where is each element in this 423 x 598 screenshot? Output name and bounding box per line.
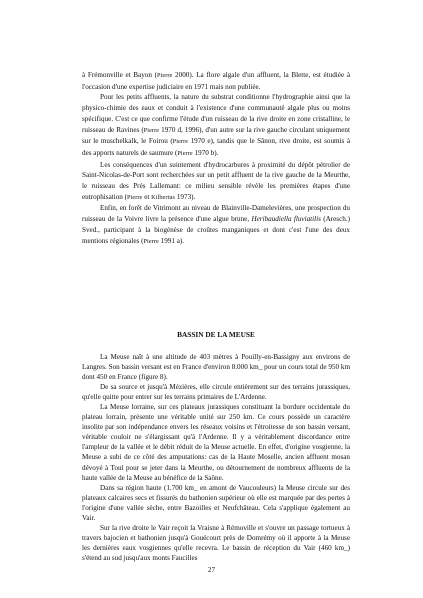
paragraph-meuse-source: La Meuse naît à une altitude de 403 mètres à Pouilly-en-Bassigny aux environs de Langres. Son bassin versant est en France d'environ 8.000 km_ pour un cours total de 950 km dont 450 en France (figure 8). xyxy=(82,353,350,382)
paragraph-meuse-lorraine: La Meuse lorraine, sur ces plateaux jurassiques constituant la bordure occidentale du plateau lorrain, présente une véritable unité sur 250 km. Ce cours possède un caractère insolite par son indépendance envers les réseaux voisins et l'étroitesse de son bassin versant, véritable couloir ne s'élargissant qu'à l'Ardenne. Il y a véritablement discordance entre l'ampleur de la vallée et le débit réduit de la Meuse actuelle. En effet, d'origine vosgienne, la Meuse a subi de ce côté des amputations: cas de la Haute Moselle, ancien affluent mosan dévoyé à Toul pour se jeter dans la Meurthe, ou détournement de nombreux affluents de la haute vallée de la Meuse au bénéfice de la Saône. xyxy=(82,403,350,482)
paragraph-petits-affluents: Pour les petits affluents, la nature du substrat conditionne l'hydrographie ainsi que la physico-chimie des eaux et conduit à l'existence d'une communauté algale plus ou moins spécifique. C'est ce que confirme l'étude d'un ruisseau de la rive droite en zone cristalline, le ruisseau de Ravines (Pierre 1970 d, 1996), d'un autre sur la rive gauche circulant uniquement sur le muschelkalk, le Foirou (Pierre 1970 e), tandis que le Sânon, rive droite, est soumis à des apports naturels de saumure (Pierre 1970 b). xyxy=(82,93,350,157)
paragraph-mezieres: De sa source et jusqu'à Mézières, elle circule entièrement sur des terrains jurassiques, qu'elle quitte pour entrer sur les terrains primaires de L'Ardenne. xyxy=(82,383,350,402)
section-heading: BASSIN DE LA MEUSE xyxy=(177,330,255,339)
page-body-upper xyxy=(82,70,350,247)
paragraph-vair: Sur la rive droite le Vair reçoit la Vraisne à Rémoville et s'ouvre un passage tortueux à travers bajocien et bathonien jusqu'à Gouécourt près de Domrémy où il apporte à la Meuse les dernières eaux vosgiennes qu'elle recevra. Le bassin de réception du Vair (460 km_) s'étend au sud jusqu'aux monts Faucilles xyxy=(82,523,350,562)
paragraph-blette: à Frémonville et Bayon (Pierre 2000). La flore algale d'un affluent, la Blette, est étudiée à l'occasion d'une expertise judiciaire en 1971 mais non publiée. xyxy=(82,71,350,91)
paragraph-region-haute: Dans sa région haute (1.700 km_ en amont de Vaucouleurs) la Meuse circule sur des plateaux calcaires secs et fissurés du bathonien supérieur où elle est marquée par des pertes à l'origine d'une vallée sèche, entre Bazoilles et Neufchâteau. Cela s'applique également au Vair. xyxy=(82,483,350,522)
paragraph-vitrimont: Enfin, en forêt de Vitrimont au niveau de Blainville-Damelevières, une prospection du ruisseau de la Voivre livre la présence d'une algue brune, Heribaudiella fluviatilis (Aresch.) Sved., participant à la biogénèse de croûtes manganiques et dont c'est l'une des deux mentions régionales (Pierre 1991 a). xyxy=(82,204,350,245)
page-body-meuse xyxy=(82,352,350,563)
paragraph-hydrocarbures: Les conséquences d'un suintement d'hydrocarbures à proximité du dépôt pétrolier de Saint-Nicolas-de-Port sont recherchées sur un petit affluent de la rive gauche de la Meurthe, le ruisseau des Prés Lallemant: ce milieu sensible révèle les premières étapes d'une eutrophisation (Pierre et Kilbertus 1973). xyxy=(82,160,350,201)
page-number: 27 xyxy=(207,566,216,574)
